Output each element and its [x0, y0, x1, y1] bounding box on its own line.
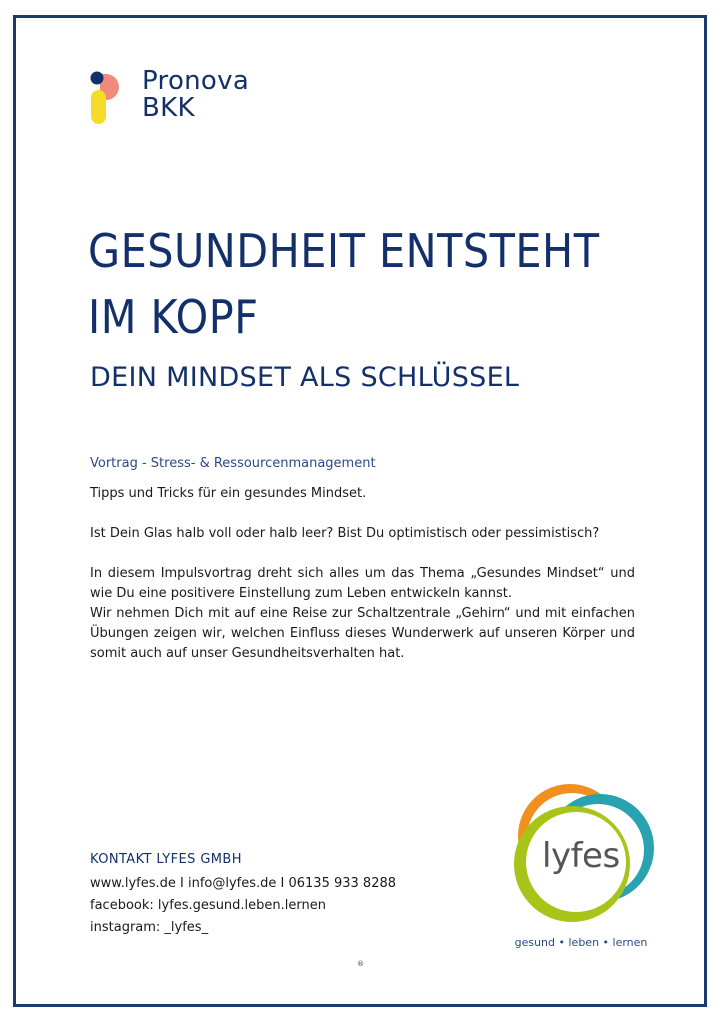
pronova-wordmark	[142, 68, 249, 122]
brand-line-2: BKK	[142, 93, 195, 123]
page-subtitle: DEIN MINDSET ALS SCHLÜSSEL	[90, 362, 520, 393]
description-paragraph: Tipps und Tricks für ein gesundes Mindset.	[90, 486, 367, 501]
contact-block	[90, 852, 470, 939]
lyfes-logo	[508, 774, 664, 954]
description-paragraph: Wir nehmen Dich mit auf eine Reise zur Schaltzentrale „Gehirn“ und mit einfachen Übungen zeigen wir, welchen Einfluss dieses Wunderwerk auf unseren Körper und somit auch auf unser Gesundheitsverhalten hat.	[90, 606, 635, 661]
lyfes-tagline: gesund • leben • lernen	[514, 936, 648, 949]
title-line-2: IM KOPF	[88, 290, 259, 344]
talk-category: Vortrag - Stress- & Ressourcenmanagement	[90, 456, 376, 471]
page-title	[88, 218, 688, 350]
title-line-1: GESUNDHEIT ENTSTEHT	[88, 224, 600, 278]
lyfes-wordmark: lyfes	[542, 836, 620, 876]
description	[90, 484, 635, 684]
description-paragraph: Ist Dein Glas halb voll oder halb leer? Bist Du optimistisch oder pessimistisch?	[90, 526, 600, 541]
contact-heading: KONTAKT LYFES GMBH	[90, 852, 242, 867]
contact-facebook: facebook: lyfes.gesund.leben.lernen	[90, 898, 326, 913]
registered-mark: ®	[357, 960, 364, 968]
contact-web-email-phone: www.lyfes.de I info@lyfes.de I 06135 933 8288	[90, 876, 397, 891]
contact-instagram: instagram: _lyfes_	[90, 920, 209, 935]
pronova-bkk-logo	[88, 68, 268, 126]
pronova-logo-icon	[88, 68, 128, 124]
brand-line-1: Pronova	[142, 66, 250, 96]
description-paragraph: In diesem Impulsvortrag dreht sich alles um das Thema „Gesundes Mindset“ und wie Du eine positivere Einstellung zum Leben entwickeln kannst.	[90, 566, 635, 601]
